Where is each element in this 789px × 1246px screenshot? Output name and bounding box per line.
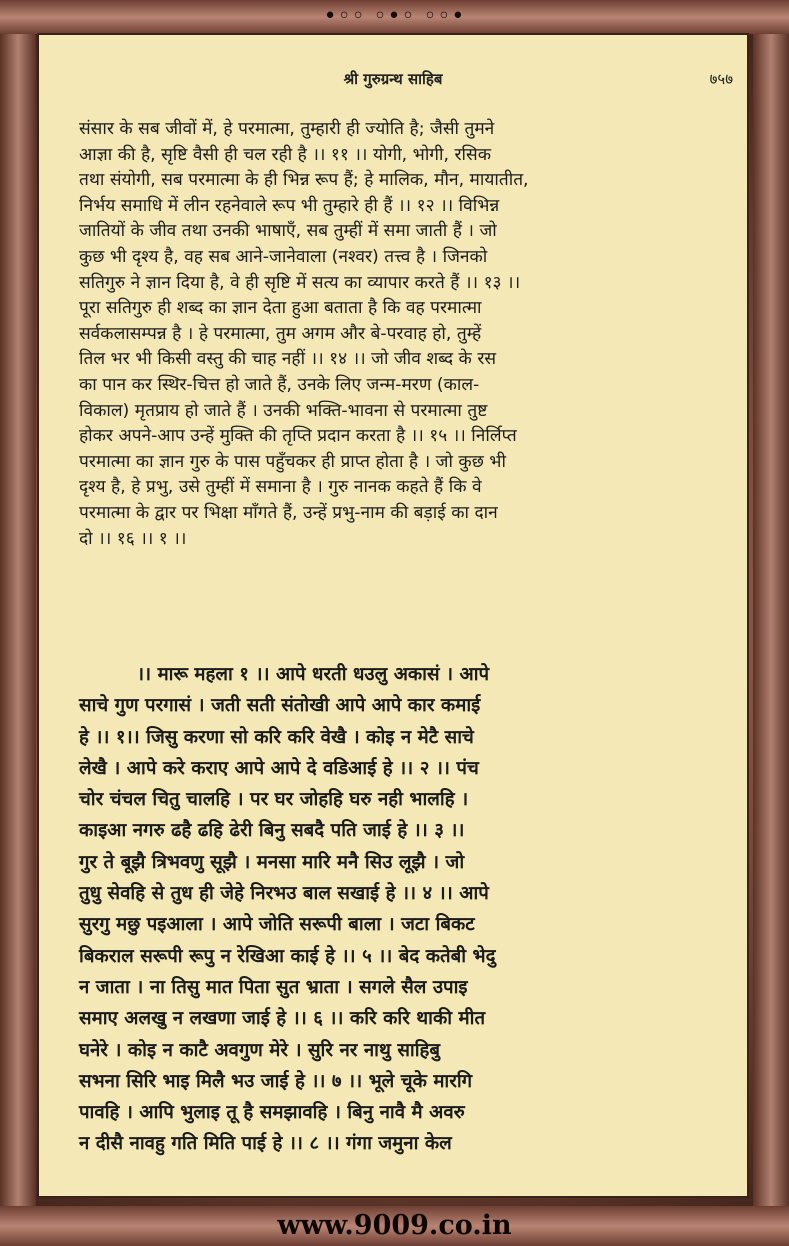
verse-line: लेखै । आपे करे कराए आपे आपे दे वडिआई हे ।। २ ।। पंच — [79, 757, 479, 779]
left-border-ornament — [0, 34, 36, 1206]
commentary-line: पूरा सतिगुरु ही शब्द का ज्ञान देता हुआ बताता है कि वह परमात्मा — [79, 298, 482, 319]
verse-line: समाए अलखु न लखणा जाई हे ।। ६ ।। करि करि थाकी मीत — [79, 1008, 486, 1030]
commentary-line: सतिगुरु ने ज्ञान दिया है, वे ही सृष्टि में सत्य का व्यापार करते हैं ।। १३ ।। — [79, 272, 521, 293]
commentary-line: का पान कर स्थिर-चित्त हो जाते हैं, उनके लिए जन्म-मरण (काल- — [79, 374, 480, 395]
verse-line: सभना सिरि भाइ मिलै भउ जाई हे ।। ७ ।। भूले चूके मारगि — [79, 1070, 473, 1092]
right-border-ornament — [753, 34, 789, 1206]
commentary-line: परमात्मा के द्वार पर भिक्षा माँगते हैं, उन्हें प्रभु-नाम की बड़ाई का दान — [79, 502, 498, 523]
commentary-line: जातियों के जीव तथा उनकी भाषाएँ, सब तुम्हीं में समा जाती हैं । जो — [79, 221, 497, 242]
verse-text — [79, 659, 729, 1160]
verse-line: न जाता । ना तिसु मात पिता सुत भ्राता । सगले सैल उपाइ — [79, 976, 468, 998]
commentary-line: विकाल) मृतप्राय हो जाते हैं । उनकी भक्ति-भावना से परमात्मा तुष्ट — [79, 400, 488, 421]
verse-line: ।। मारू महला १ ।। आपे धरती धउलु अकासं । आपे — [137, 664, 490, 685]
commentary-line: संसार के सब जीवों में, हे परमात्मा, तुम्हारी ही ज्योति है; जैसी तुमने — [79, 119, 495, 139]
commentary-line: होकर अपने-आप उन्हें मुक्ति की तृप्ति प्रदान करता है ।। १५ ।। निर्लिप्त — [79, 426, 517, 447]
commentary-line: तथा संयोगी, सब परमात्मा के ही भिन्न रूप हैं; हे मालिक, मौन, मायातीत, — [79, 170, 529, 191]
commentary-line: सर्वकलासम्पन्न है । हे परमात्मा, तुम अगम और बे-परवाह हो, तुम्हें — [79, 323, 482, 344]
verse-line: बिकराल सरूपी रूपु न रेखिआ काई हे ।। ५ ।। बेद कतेबी भेदु — [79, 945, 496, 967]
top-border-ornament: •◦◦ ◦•◦ ◦◦• — [0, 0, 789, 34]
verse-line: सुरगु मछु पइआला । आपे जोति सरूपी बाला । जटा बिकट — [79, 914, 475, 936]
commentary-line: दो ।। १६ ।। १ ।। — [79, 528, 187, 549]
page-title: श्री गुरुग्रन्थ साहिब — [343, 70, 443, 88]
commentary-text — [79, 117, 719, 552]
verse-line: हे ।। १।। जिसु करणा सो करि करि वेखै । कोइ न मेटै साचे — [79, 726, 474, 748]
verse-line: तुधु सेवहि से तुध ही जेहे निरभउ बाल सखाई हे ।। ४ ।। आपे — [79, 883, 489, 905]
verse-line: घनेरे । कोइ न काटै अवगुण मेरे । सुरि नर नाथु साहिबु — [79, 1039, 441, 1061]
verse-line: काइआ नगरु ढहै ढहि ढेरी बिनु सबदै पति जाई हे ।। ३ ।। — [79, 820, 465, 842]
commentary-line: कुछ भी दृश्य है, वह सब आने-जानेवाला (नश्वर) तत्त्व है । जिनको — [79, 246, 488, 267]
page-number: ७५७ — [709, 70, 733, 88]
verse-line: न दीसै नावहु गति मिति पाई हे ।। ८ ।। गंगा जमुना केल — [79, 1133, 452, 1155]
verse-line: चोर चंचल चितु चालहि । पर घर जोहहि घरु नही भालहि । — [79, 789, 469, 811]
commentary-line: तिल भर भी किसी वस्तु की चाह नहीं ।। १४ ।। जो जीव शब्द के रस — [79, 349, 497, 370]
commentary-line: परमात्मा का ज्ञान गुरु के पास पहुँचकर ही प्राप्त होता है । जो कुछ भी — [79, 451, 506, 472]
verse-line: साचे गुण परगासं । जती सती संतोखी आपे आपे कार कमाई — [79, 695, 481, 717]
scripture-page — [37, 33, 749, 1198]
site-url-watermark: www.9009.co.in — [277, 1210, 512, 1241]
commentary-line: दृश्य है, हे प्रभु, उसे तुम्हीं में समाना है । गुरु नानक कहते हैं कि वे — [79, 477, 482, 498]
verse-line: गुर ते बूझै त्रिभवणु सूझै । मनसा मारि मनै सिउ लूझै । जो — [79, 851, 465, 873]
commentary-line: निर्भय समाधि में लीन रहनेवाले रूप भी तुम्हारे ही हैं ।। १२ ।। विभिन्न — [79, 195, 500, 216]
page-header — [39, 69, 747, 93]
bottom-border-ornament — [0, 1206, 789, 1246]
commentary-line: आज्ञा की है, सृष्टि वैसी ही चल रही है ।। ११ ।। योगी, भोगी, रसिक — [79, 144, 491, 165]
verse-line: पावहि । आपि भुलाइ तू है समझावहि । बिनु नावै मै अवरु — [79, 1102, 465, 1124]
